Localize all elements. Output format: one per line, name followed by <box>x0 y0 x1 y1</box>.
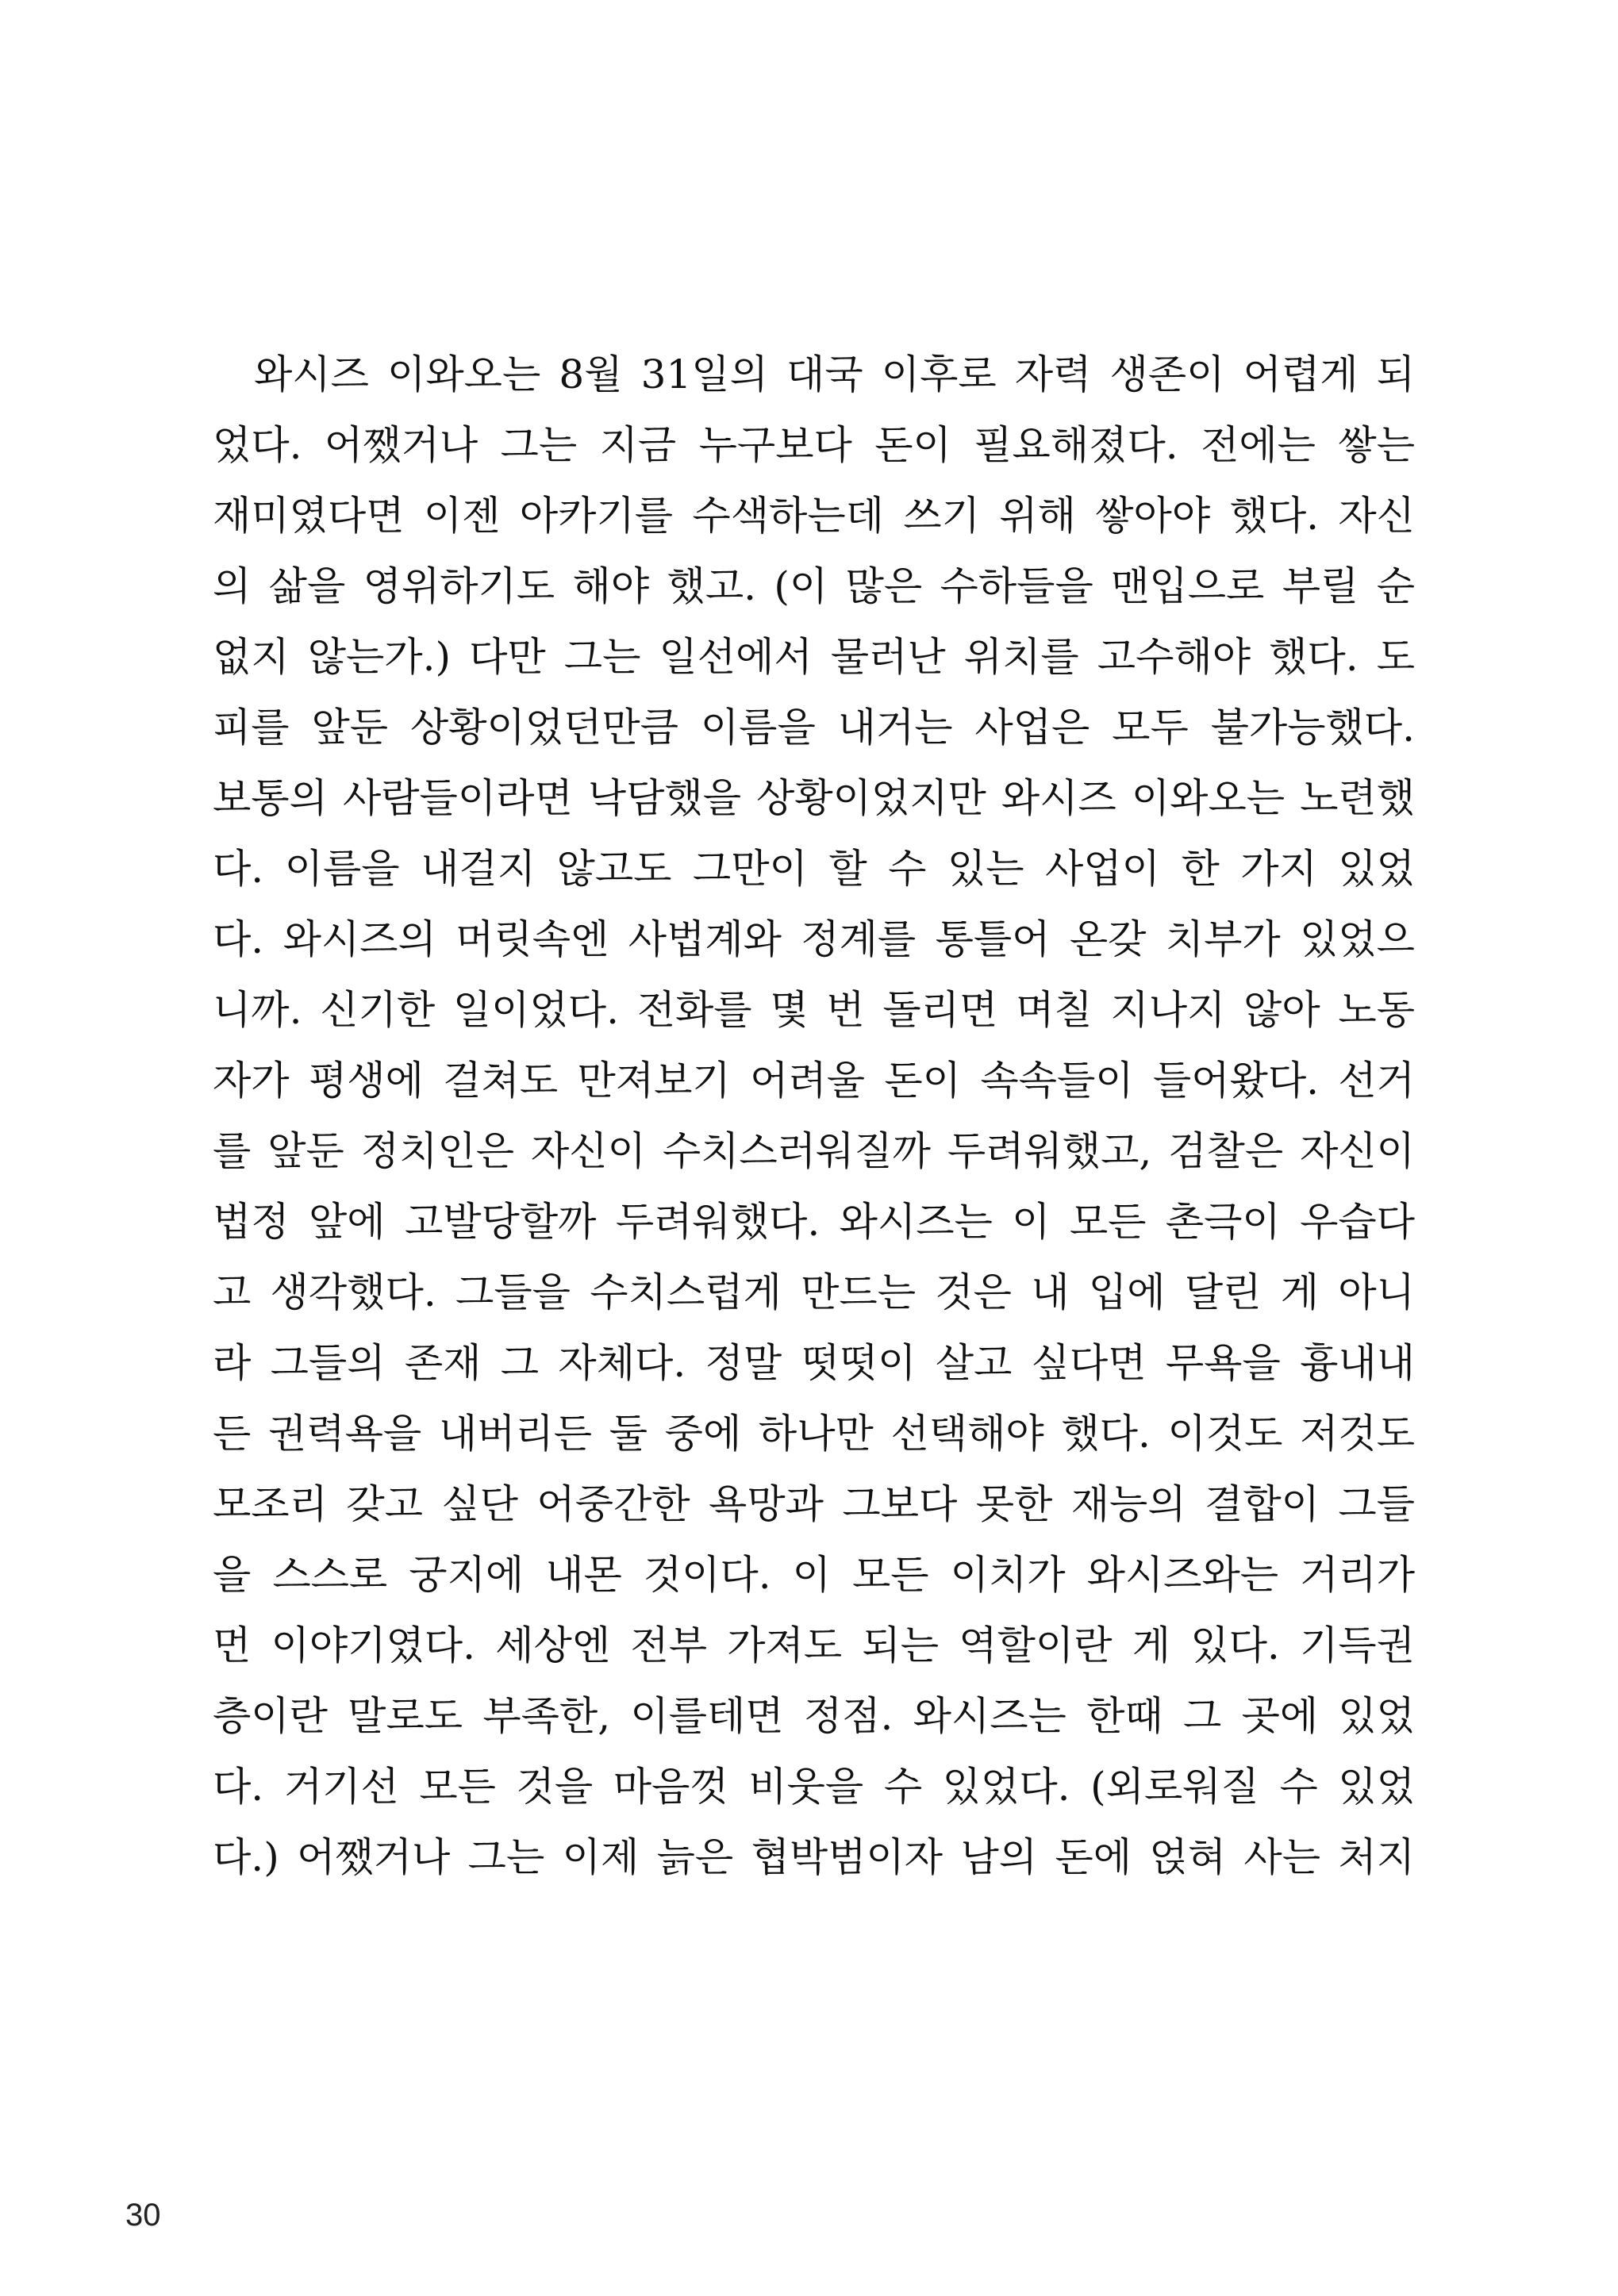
text-line: 니까. 신기한 일이었다. 전화를 몇 번 돌리면 며칠 지나지 않아 노동 <box>213 987 1415 1033</box>
text-line: 자가 평생에 걸쳐도 만져보기 어려울 돈이 속속들이 들어왔다. 선거 <box>213 1058 1415 1104</box>
text-line: 고 생각했다. 그들을 수치스럽게 만드는 것은 내 입에 달린 게 아니 <box>213 1269 1415 1315</box>
text-line: 와시즈 이와오는 8월 31일의 대국 이후로 자력 생존이 어렵게 되 <box>254 351 1415 397</box>
text-line: 다. 와시즈의 머릿속엔 사법계와 정계를 통틀어 온갖 치부가 있었으 <box>213 916 1415 962</box>
text-line: 법정 앞에 고발당할까 두려워했다. 와시즈는 이 모든 촌극이 우습다 <box>213 1199 1415 1245</box>
text-line: 를 앞둔 정치인은 자신이 수치스러워질까 두려워했고, 검찰은 자신이 <box>213 1128 1415 1174</box>
text-line: 층이란 말로도 부족한, 이를테면 정점. 와시즈는 한때 그 곳에 있었 <box>213 1693 1415 1739</box>
text-line: 든 권력욕을 내버리든 둘 중에 하나만 선택해야 했다. 이것도 저것도 <box>213 1411 1415 1457</box>
text-line: 었다. 어쨌거나 그는 지금 누구보다 돈이 필요해졌다. 전에는 쌓는 <box>213 422 1415 468</box>
text-line: 먼 이야기였다. 세상엔 전부 가져도 되는 역할이란 게 있다. 기득권 <box>213 1622 1415 1668</box>
text-line: 라 그들의 존재 그 자체다. 정말 떳떳이 살고 싶다면 무욕을 흉내내 <box>213 1340 1415 1386</box>
text-line: 을 스스로 궁지에 내몬 것이다. 이 모든 이치가 와시즈와는 거리가 <box>213 1552 1415 1598</box>
page-number: 30 <box>125 2198 161 2233</box>
text-line: 보통의 사람들이라면 낙담했을 상황이었지만 와시즈 이와오는 노련했 <box>213 775 1415 821</box>
text-line: 의 삶을 영위하기도 해야 했고. (이 많은 수하들을 맨입으로 부릴 순 <box>213 563 1415 609</box>
text-line: 모조리 갖고 싶단 어중간한 욕망과 그보다 못한 재능의 결합이 그들 <box>213 1481 1415 1527</box>
text-line: 다.) 어쨌거나 그는 이제 늙은 협박범이자 남의 돈에 얹혀 사는 처지 <box>213 1834 1415 1880</box>
text-line: 없지 않는가.) 다만 그는 일선에서 물러난 위치를 고수해야 했다. 도 <box>213 634 1415 680</box>
text-line: 다. 거기선 모든 것을 마음껏 비웃을 수 있었다. (외로워질 수 있었 <box>213 1764 1415 1810</box>
text-line: 피를 앞둔 상황이었던만큼 이름을 내거는 사업은 모두 불가능했다. <box>213 705 1415 751</box>
text-line: 다. 이름을 내걸지 않고도 그만이 할 수 있는 사업이 한 가지 있었 <box>213 846 1415 892</box>
text-line: 재미였다면 이젠 아카기를 수색하는데 쓰기 위해 쌓아야 했다. 자신 <box>213 493 1415 539</box>
